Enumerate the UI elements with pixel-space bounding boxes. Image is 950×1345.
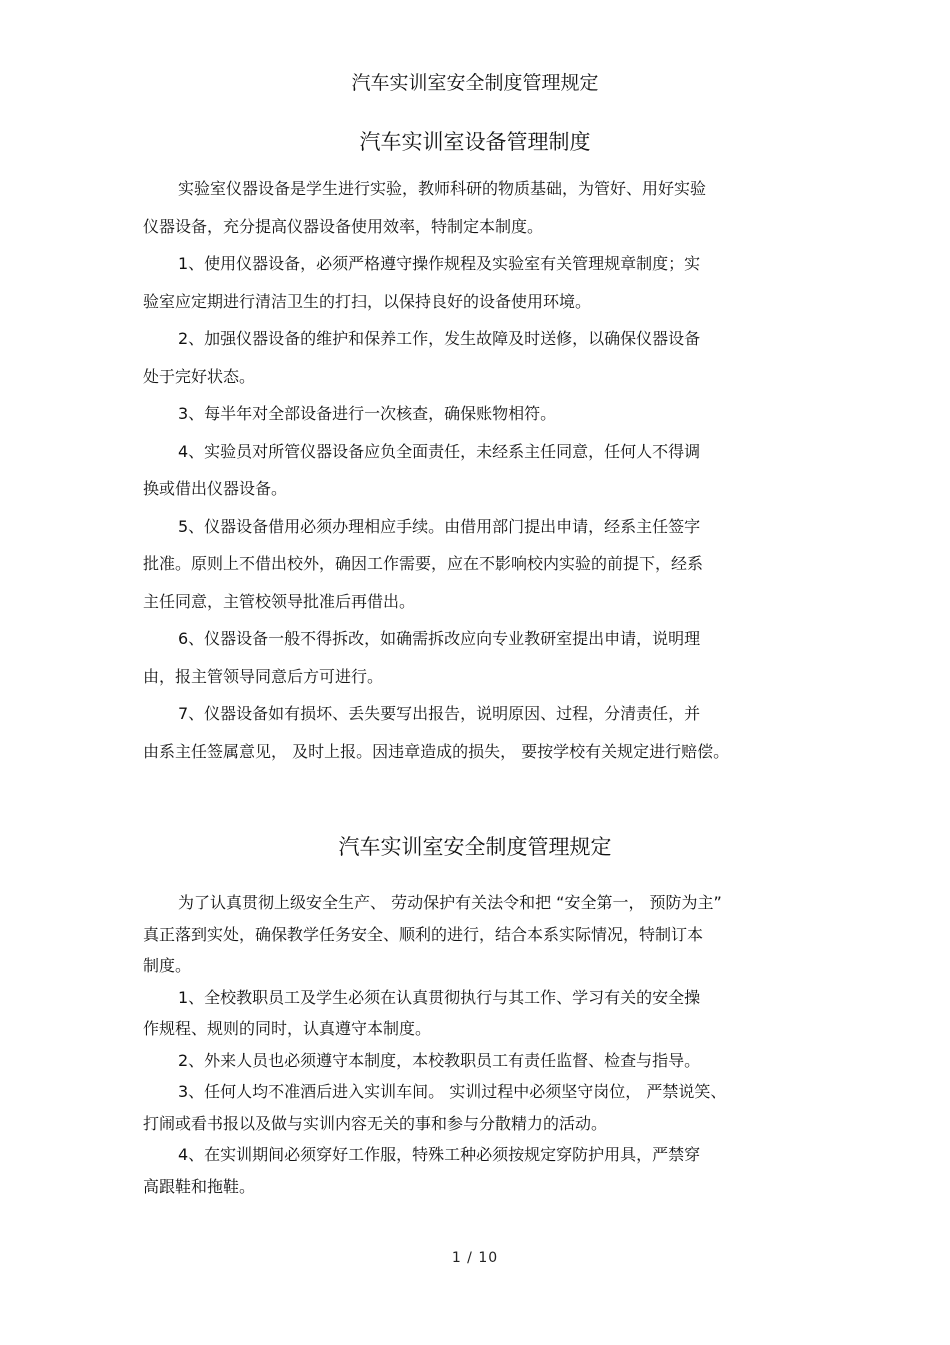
paragraph <box>0 1045 950 1077</box>
paragraph-line: 真正落到实处，确保教学任务安全、顺利的进行，结合本系实际情况，特制订本 <box>143 924 704 944</box>
paragraph-line: 6、仪器设备一般不得拆改，如确需拆改应向专业教研室提出申请，说明理 <box>178 629 701 648</box>
paragraph-line: 4、在实训期间必须穿好工作服，特殊工种必须按规定穿防护用具，严禁穿 <box>178 1145 701 1164</box>
paragraph-line: 主任同意，主管校领导批准后再借出。 <box>143 591 416 611</box>
paragraph <box>0 245 950 320</box>
paragraph-line: 作规程、规则的同时，认真遵守本制度。 <box>143 1019 432 1038</box>
paragraph-line: 仪器设备，充分提高仪器设备使用效率，特制定本制度。 <box>143 216 544 236</box>
paragraph <box>0 508 950 621</box>
paragraph <box>0 170 950 245</box>
paragraph <box>0 620 950 695</box>
section-title-equipment: 汽车实训室设备管理制度 <box>359 130 591 154</box>
paragraph <box>0 1139 950 1202</box>
page-number: 1 / 10 <box>451 1250 499 1266</box>
paragraph-line: 制度。 <box>143 956 192 975</box>
paragraph-line: 验室应定期进行清洁卫生的打扫，以保持良好的设备使用环境。 <box>143 291 592 311</box>
section-title-safety: 汽车实训室安全制度管理规定 <box>338 835 612 859</box>
paragraph <box>0 433 950 508</box>
paragraph-line: 1、使用仪器设备，必须严格遵守操作规程及实验室有关管理规章制度；实 <box>178 254 701 273</box>
paragraph-line: 4、实验员对所管仪器设备应负全面责任，未经系主任同意，任何人不得调 <box>178 441 701 461</box>
paragraph-line: 处于完好状态。 <box>143 366 256 386</box>
paragraph <box>0 695 950 770</box>
paragraph-line: 由，报主管领导同意后方可进行。 <box>143 666 384 686</box>
paragraph <box>0 320 950 395</box>
paragraph-line: 3、每半年对全部设备进行一次核查，确保账物相符。 <box>178 404 557 423</box>
paragraph-line: 3、任何人均不准酒后进入实训车间。 实训过程中必须坚守岗位， 严禁说笑、 <box>178 1082 727 1101</box>
paragraph-line: 打闹或看书报以及做与实训内容无关的事和参与分散精力的活动。 <box>143 1113 608 1133</box>
paragraph-line: 由系主任签属意见， 及时上报。因违章造成的损失， 要按学校有关规定进行赔偿。 <box>143 741 730 761</box>
paragraph <box>0 982 950 1045</box>
section-body-equipment <box>0 170 950 770</box>
paragraph-line: 为了认真贯彻上级安全生产、 劳动保护有关法令和把 “安全第一， 预防为主” <box>178 893 722 912</box>
paragraph-line: 批准。原则上不借出校外，确因工作需要，应在不影响校内实验的前提下，经系 <box>143 554 704 573</box>
paragraph-line: 7、仪器设备如有损坏、丢失要写出报告，说明原因、过程，分清责任，并 <box>178 704 701 723</box>
paragraph-line: 5、仪器设备借用必须办理相应手续。由借用部门提出申请，经系主任签字 <box>178 516 701 536</box>
paragraph-line: 1、全校教职员工及学生必须在认真贯彻执行与其工作、学习有关的安全操 <box>178 987 701 1007</box>
section-body-safety <box>0 887 950 1202</box>
document-title: 汽车实训室安全制度管理规定 <box>351 72 599 94</box>
paragraph-line: 2、外来人员也必须遵守本制度，本校教职员工有责任监督、检查与指导。 <box>178 1050 701 1070</box>
paragraph-line: 高跟鞋和拖鞋。 <box>143 1176 256 1196</box>
paragraph-line: 换或借出仪器设备。 <box>143 479 288 498</box>
paragraph <box>0 887 950 982</box>
paragraph-line: 2、加强仪器设备的维护和保养工作，发生故障及时送修，以确保仪器设备 <box>178 329 701 348</box>
paragraph <box>0 1076 950 1139</box>
paragraph <box>0 395 950 433</box>
paragraph-line: 实验室仪器设备是学生进行实验，教师科研的物质基础，为管好、用好实验 <box>178 179 707 198</box>
